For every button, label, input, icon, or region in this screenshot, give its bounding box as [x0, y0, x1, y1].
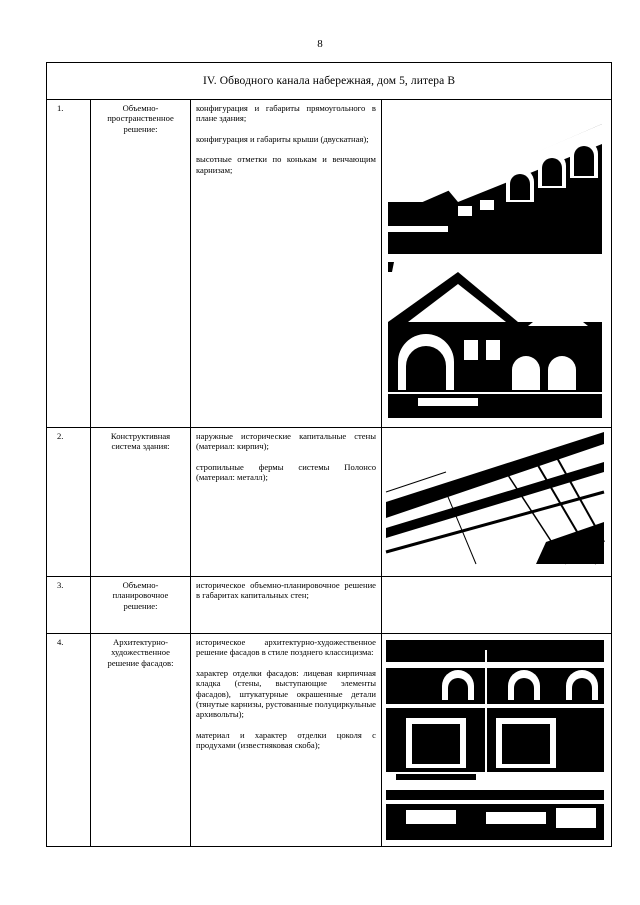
description-item: историческое объемно-планировочное решение в габаритах капитальных стен; [196, 580, 376, 601]
row-photos-empty [382, 577, 612, 634]
description-item: историческое архитектурно-художественное решение фасадов в стиле позднего классицизма: [196, 637, 376, 658]
description-item: материал и характер отделки цоколя с продухами (известняковая скоба); [196, 729, 376, 751]
description-item: конфигурация и габариты прямоугольного в плане здания; [196, 103, 376, 124]
row-description [191, 428, 382, 577]
row-number: 3. [47, 577, 91, 634]
facade-detail-photo [382, 634, 612, 846]
protected-elements-table [46, 62, 612, 847]
table-row [47, 577, 612, 634]
table-title-row [47, 63, 612, 100]
row-description [191, 100, 382, 428]
row-photos [382, 634, 612, 847]
row-name: Архитектурно-художественное решение фасадов: [91, 634, 191, 847]
page-number: 8 [317, 38, 323, 50]
row-number: 2. [47, 428, 91, 577]
row-number: 4. [47, 634, 91, 847]
roof-truss-photo [382, 428, 612, 576]
description-item: стропильные фермы системы Полонсо (материал: металл); [196, 461, 376, 483]
row-description [191, 634, 382, 847]
description-item: наружные исторические капитальные стены (материал: кирпич); [196, 431, 376, 452]
row-number: 1. [47, 100, 91, 428]
row-description [191, 577, 382, 634]
table-row [47, 428, 612, 577]
row-name: Конструктивная система здания: [91, 428, 191, 577]
building-facade-photo [382, 100, 612, 427]
table-row [47, 634, 612, 847]
description-item: высотные отметки по конькам и венчающим карнизам; [196, 154, 376, 175]
row-photos [382, 100, 612, 428]
row-photos [382, 428, 612, 577]
table-row [47, 100, 612, 428]
description-item: конфигурация и габариты крыши (двускатная); [196, 133, 369, 144]
section-title: IV. Обводного канала набережная, дом 5, литера В [47, 63, 612, 100]
row-name: Объемно-пространственное решение: [91, 100, 191, 428]
row-name: Объемно-планировочное решение: [91, 577, 191, 634]
description-item: характер отделки фасадов: лицевая кирпичная кладка (стены, выступающие элементы фасадов), штукатурные окрашенные детали (тянутые карнизы, рустованные полуциркульные архивольты); [196, 667, 376, 720]
